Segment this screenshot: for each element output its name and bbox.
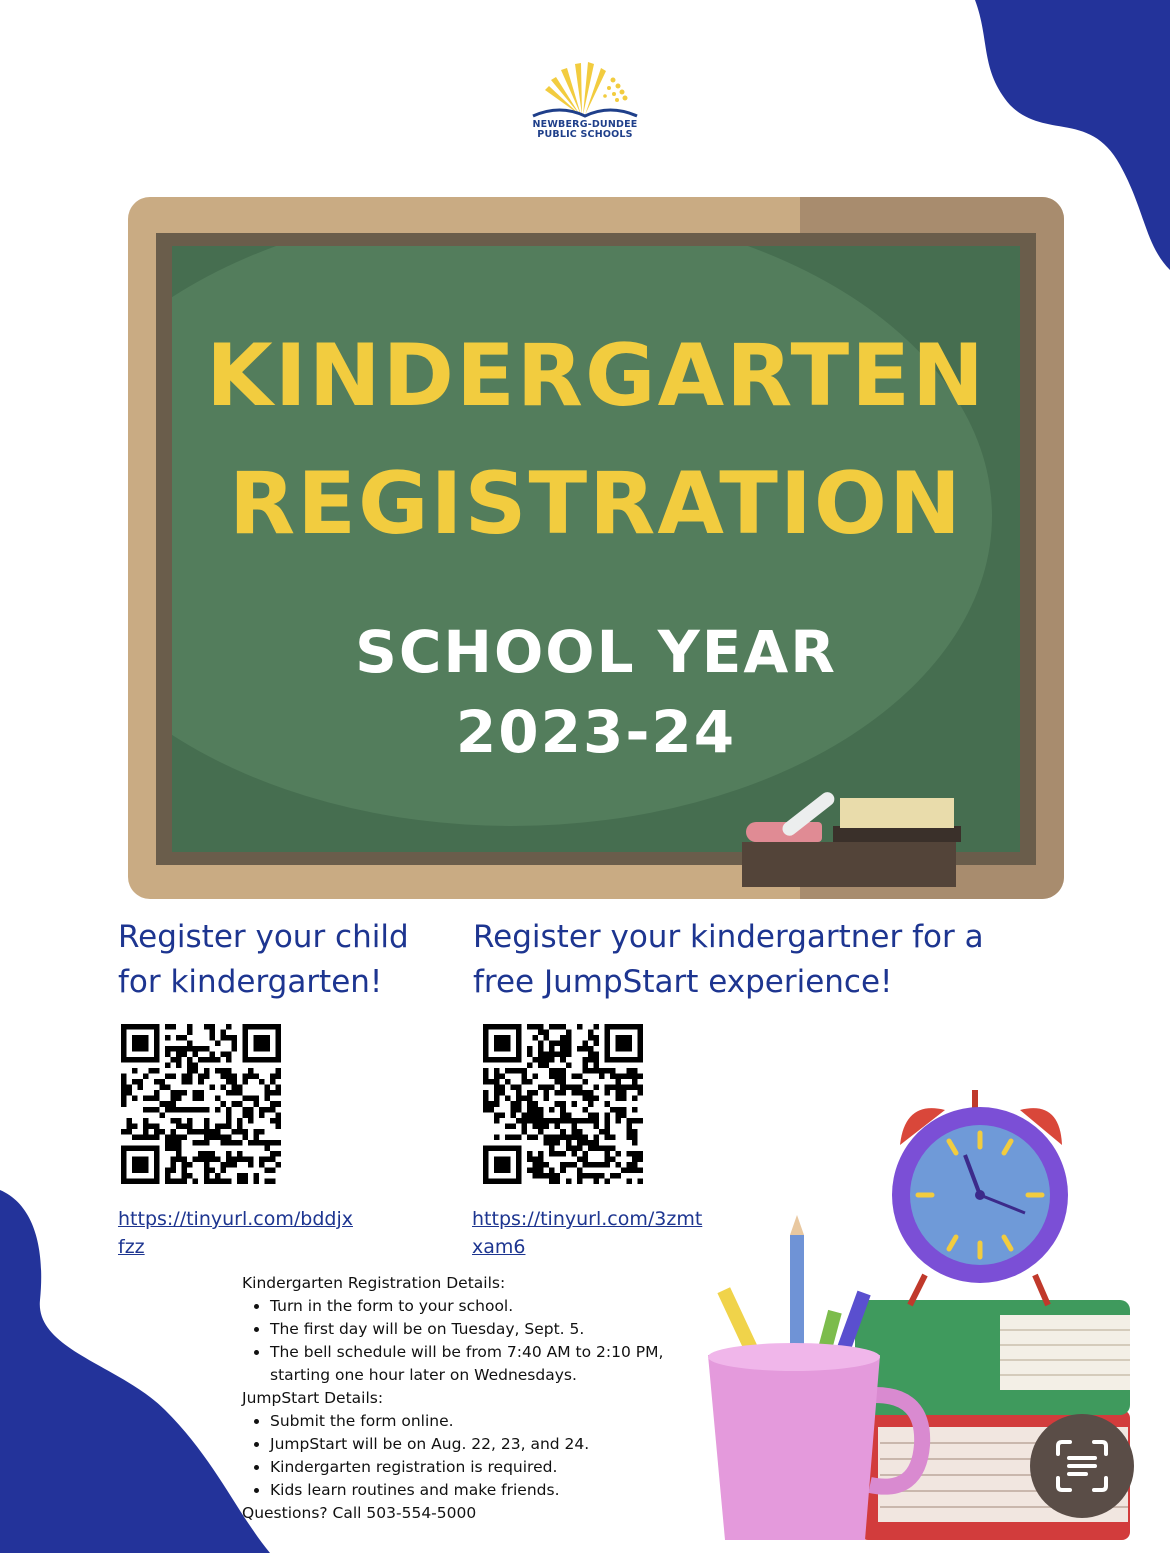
eraser-base <box>833 826 961 842</box>
jumpstart-details-heading: JumpStart Details: <box>242 1389 384 1407</box>
eraser-felt <box>840 798 954 828</box>
title-line2: REGISTRATION <box>228 454 963 554</box>
logo-text-line1: NEWBERG-DUNDEE <box>532 119 638 130</box>
subtitle-line1: SCHOOL YEAR <box>355 618 837 686</box>
logo-text-line2: PUBLIC SCHOOLS <box>537 129 633 140</box>
list-item: • Kindergarten registration is required. <box>270 1456 712 1479</box>
jumpstart-details-list <box>242 1410 712 1502</box>
text-scan-icon <box>1052 1436 1112 1496</box>
jumpstart-heading: Register your kindergartner for a free JumpStart experience! <box>473 919 984 1000</box>
sunburst-book-icon <box>525 60 645 120</box>
alarm-clock-icon <box>892 1090 1068 1305</box>
registration-link[interactable]: https://tinyurl.com/bddjxfzz <box>118 1208 353 1258</box>
list-item: • Turn in the form to your school. <box>270 1295 712 1318</box>
registration-heading: Register your child for kindergarten! <box>118 919 409 1000</box>
text-scan-button[interactable] <box>1030 1414 1134 1518</box>
list-item: • JumpStart will be on Aug. 22, 23, and 24. <box>270 1433 712 1456</box>
list-item: • Submit the form online. <box>270 1410 712 1433</box>
list-item: • The first day will be on Tuesday, Sept. 5. <box>270 1318 712 1341</box>
title-line1: KINDERGARTEN <box>206 326 986 426</box>
school-district-logo <box>505 60 665 155</box>
jumpstart-link[interactable]: https://tinyurl.com/3zmtxam6 <box>472 1208 703 1258</box>
chalk-tray <box>742 842 956 887</box>
list-item: • The bell schedule will be from 7:40 AM to 2:10 PM, starting one hour later on Wednesdays. <box>270 1341 712 1387</box>
registration-details-list <box>242 1295 712 1387</box>
registration-qr-code[interactable] <box>121 1024 281 1184</box>
questions-contact: Questions? Call 503-554-5000 <box>242 1504 477 1522</box>
subtitle-line2: 2023-24 <box>455 698 737 766</box>
list-item: • Kids learn routines and make friends. <box>270 1479 712 1502</box>
registration-details-heading: Kindergarten Registration Details: <box>242 1274 506 1292</box>
chalkboard <box>172 246 1020 852</box>
details-section <box>242 1272 712 1525</box>
jumpstart-qr-code[interactable] <box>483 1024 643 1184</box>
